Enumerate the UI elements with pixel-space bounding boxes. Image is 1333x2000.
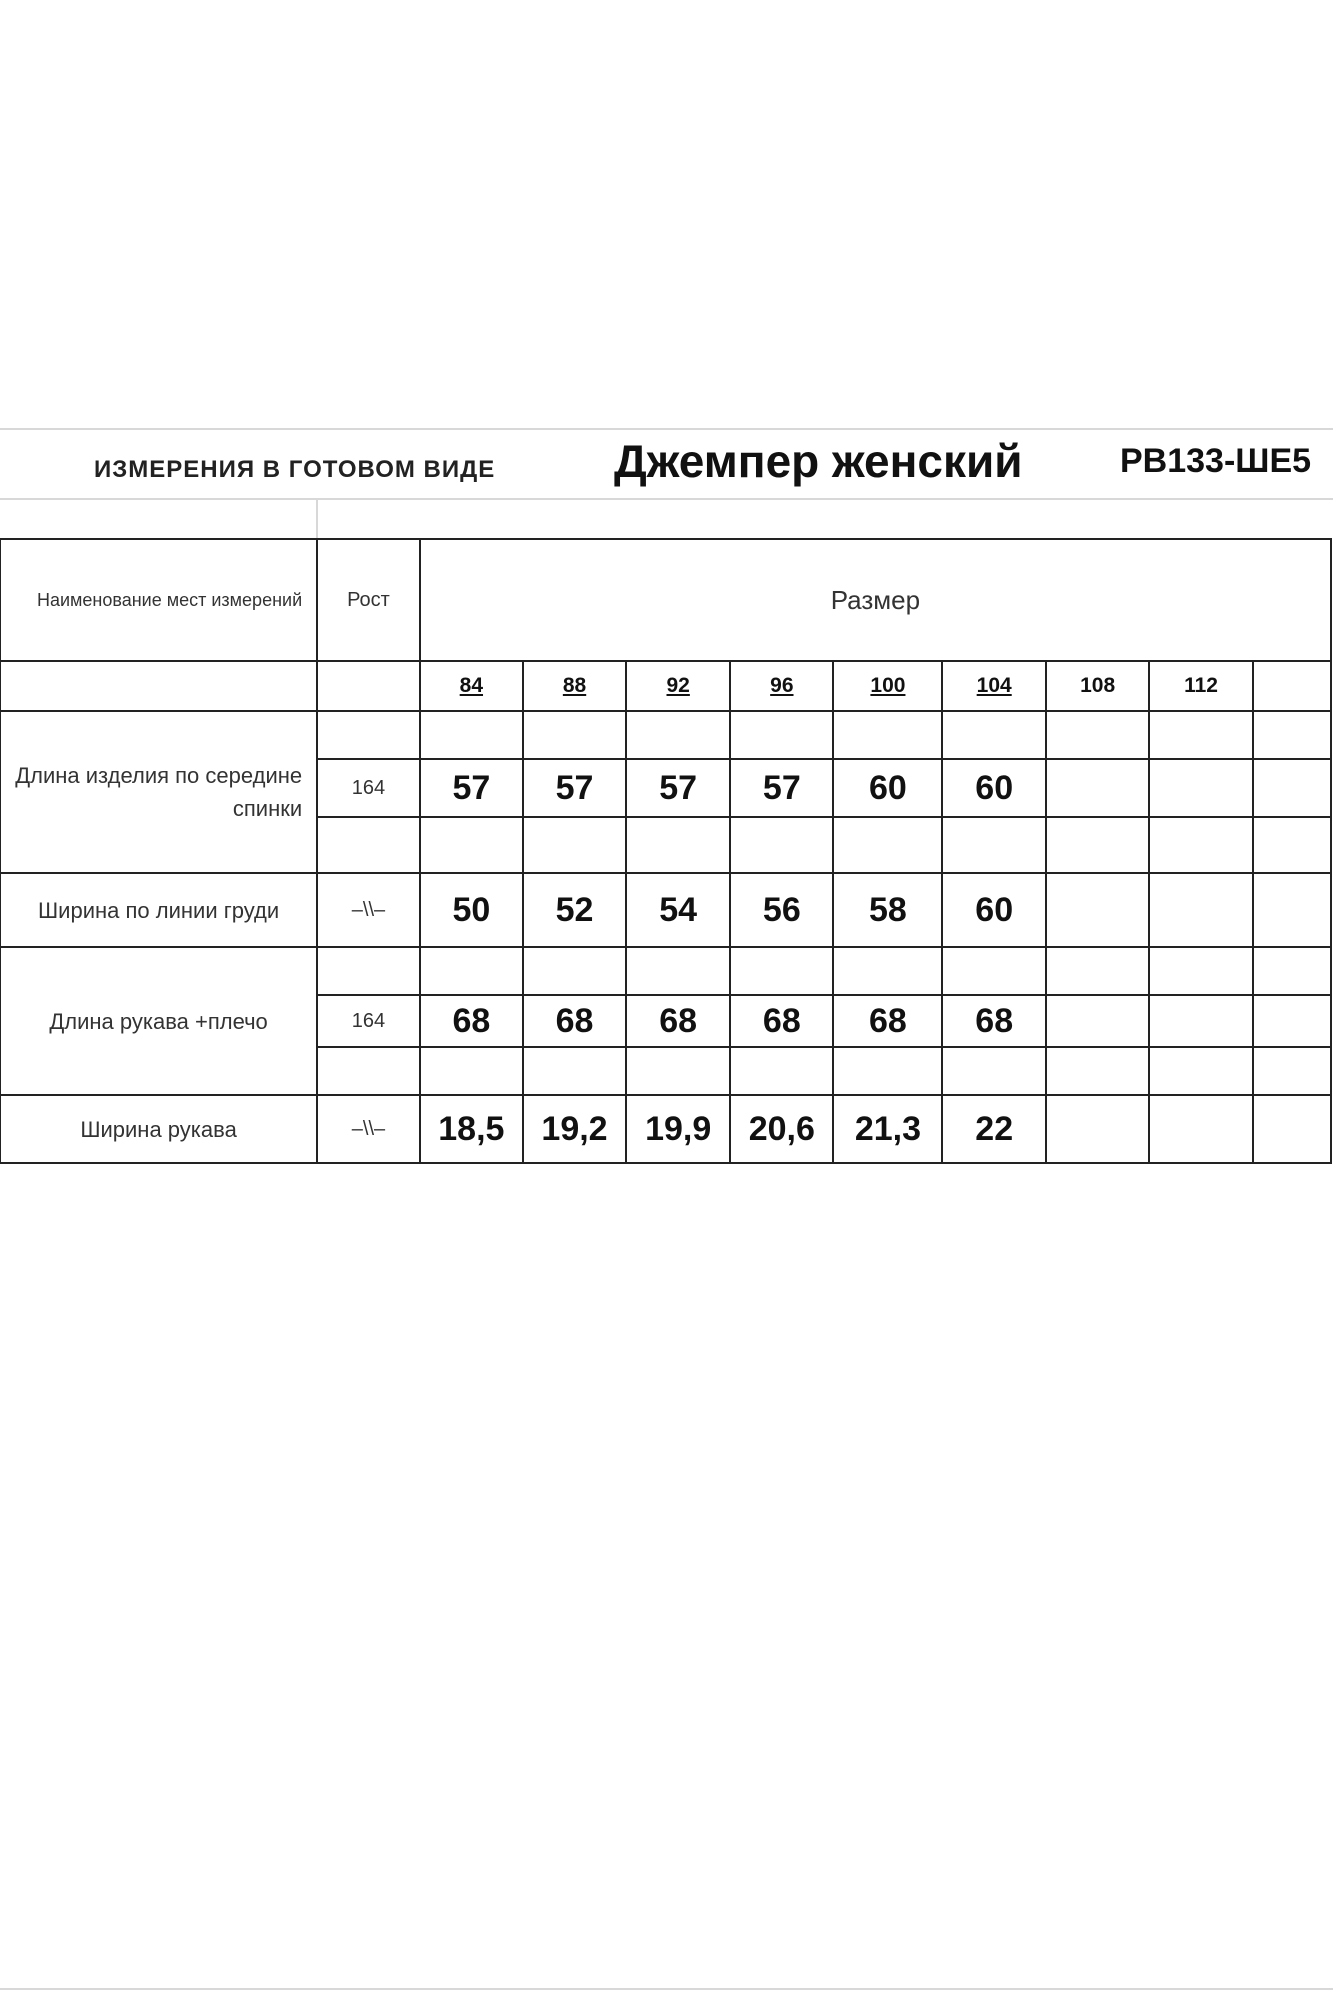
value-cell bbox=[1253, 995, 1331, 1047]
value-cell: 52 bbox=[523, 873, 626, 947]
bottom-divider bbox=[0, 1988, 1333, 1990]
spacer-cell bbox=[420, 1047, 523, 1095]
spacer-cell bbox=[942, 947, 1045, 995]
value-cell: 68 bbox=[833, 995, 942, 1047]
spacer-cell bbox=[1253, 947, 1331, 995]
value-cell: 60 bbox=[833, 759, 942, 817]
spacer-cell bbox=[1253, 711, 1331, 759]
size-table bbox=[0, 538, 1332, 1164]
value-cell: 57 bbox=[626, 759, 730, 817]
product-code: РВ133-ШЕ5 bbox=[1120, 442, 1312, 480]
spacer-cell bbox=[730, 947, 833, 995]
value-cell: 50 bbox=[420, 873, 523, 947]
size-96: 96 bbox=[730, 661, 833, 711]
col-size-header: Размер bbox=[420, 539, 1331, 661]
value-cell: 22 bbox=[942, 1095, 1045, 1163]
spacer-cell bbox=[317, 1047, 420, 1095]
spacer-cell bbox=[1149, 1047, 1252, 1095]
row-rost: –\\– bbox=[317, 873, 420, 947]
spacer-cell bbox=[420, 817, 523, 873]
value-cell: 68 bbox=[523, 995, 626, 1047]
table-row bbox=[0, 711, 1331, 759]
spacer-cell bbox=[1149, 947, 1252, 995]
value-cell: 68 bbox=[942, 995, 1045, 1047]
value-cell bbox=[1149, 759, 1252, 817]
col-name-header: Наименование мест измерений bbox=[0, 539, 317, 661]
size-112: 112 bbox=[1149, 661, 1252, 711]
spacer-cell bbox=[523, 711, 626, 759]
value-cell: 54 bbox=[626, 873, 730, 947]
value-cell: 60 bbox=[942, 759, 1045, 817]
row-rost: 164 bbox=[317, 759, 420, 817]
value-cell bbox=[1046, 1095, 1149, 1163]
size-108: 108 bbox=[1046, 661, 1149, 711]
subtitle: ИЗМЕРЕНИЯ В ГОТОВОМ ВИДЕ bbox=[94, 456, 496, 483]
value-cell bbox=[1253, 1095, 1331, 1163]
spacer-cell bbox=[833, 817, 942, 873]
value-cell bbox=[1149, 1095, 1252, 1163]
value-cell: 19,9 bbox=[626, 1095, 730, 1163]
spacer-cell bbox=[942, 711, 1045, 759]
row-name-sleeve-width: Ширина рукава bbox=[0, 1095, 317, 1163]
table-header-row bbox=[0, 539, 1331, 661]
value-cell: 68 bbox=[730, 995, 833, 1047]
spacer-cell bbox=[1046, 817, 1149, 873]
value-cell: 68 bbox=[420, 995, 523, 1047]
size-104: 104 bbox=[942, 661, 1045, 711]
value-cell: 57 bbox=[523, 759, 626, 817]
spacer-cell bbox=[523, 817, 626, 873]
size-84: 84 bbox=[420, 661, 523, 711]
spacer-cell bbox=[1149, 817, 1252, 873]
table-row bbox=[0, 947, 1331, 995]
header-divider bbox=[0, 498, 1333, 500]
size-92: 92 bbox=[626, 661, 730, 711]
spacer-cell bbox=[626, 1047, 730, 1095]
spacer-cell bbox=[1046, 1047, 1149, 1095]
row-name-length: Длина изделия по середине спинки bbox=[0, 711, 317, 873]
sizes-row-name bbox=[0, 661, 317, 711]
size-100: 100 bbox=[833, 661, 942, 711]
value-cell: 57 bbox=[420, 759, 523, 817]
spacer-cell bbox=[833, 711, 942, 759]
value-cell: 57 bbox=[730, 759, 833, 817]
value-cell: 18,5 bbox=[420, 1095, 523, 1163]
spacer-cell bbox=[833, 1047, 942, 1095]
spacer-cell bbox=[730, 817, 833, 873]
value-cell bbox=[1046, 995, 1149, 1047]
table-row bbox=[0, 873, 1331, 947]
row-name-chest: Ширина по линии груди bbox=[0, 873, 317, 947]
value-cell bbox=[1253, 873, 1331, 947]
spacer-cell bbox=[730, 1047, 833, 1095]
sizes-row bbox=[0, 661, 1331, 711]
row-rost: 164 bbox=[317, 995, 420, 1047]
value-cell: 58 bbox=[833, 873, 942, 947]
spacer-cell bbox=[420, 947, 523, 995]
row-rost: –\\– bbox=[317, 1095, 420, 1163]
spacer-cell bbox=[626, 817, 730, 873]
spacer-cell bbox=[523, 947, 626, 995]
spacer-cell bbox=[1046, 947, 1149, 995]
value-cell: 19,2 bbox=[523, 1095, 626, 1163]
spacer-cell bbox=[833, 947, 942, 995]
value-cell: 60 bbox=[942, 873, 1045, 947]
row-name-sleeve-length: Длина рукава +плечо bbox=[0, 947, 317, 1095]
table-row bbox=[0, 1095, 1331, 1163]
spacer-cell bbox=[942, 817, 1045, 873]
size-88: 88 bbox=[523, 661, 626, 711]
spacer-cell bbox=[317, 817, 420, 873]
value-cell: 20,6 bbox=[730, 1095, 833, 1163]
spacer-cell bbox=[1046, 711, 1149, 759]
value-cell: 68 bbox=[626, 995, 730, 1047]
spacer-cell bbox=[420, 711, 523, 759]
spacer-cell bbox=[1149, 711, 1252, 759]
spacer-cell bbox=[942, 1047, 1045, 1095]
product-title: Джемпер женский bbox=[614, 435, 1023, 487]
spacer-cell bbox=[730, 711, 833, 759]
spacer-cell bbox=[626, 711, 730, 759]
col-rost-header: Рост bbox=[317, 539, 420, 661]
sizes-row-rost bbox=[317, 661, 420, 711]
spacer-cell bbox=[317, 947, 420, 995]
header-column-divider bbox=[316, 498, 318, 538]
spacer-cell bbox=[1253, 817, 1331, 873]
size-extra bbox=[1253, 661, 1331, 711]
value-cell bbox=[1046, 873, 1149, 947]
spacer-cell bbox=[626, 947, 730, 995]
value-cell: 56 bbox=[730, 873, 833, 947]
spacer-cell bbox=[523, 1047, 626, 1095]
spacer-cell bbox=[317, 711, 420, 759]
value-cell bbox=[1046, 759, 1149, 817]
spacer-cell bbox=[1253, 1047, 1331, 1095]
value-cell: 21,3 bbox=[833, 1095, 942, 1163]
document-header bbox=[0, 428, 1333, 498]
value-cell bbox=[1149, 873, 1252, 947]
value-cell bbox=[1253, 759, 1331, 817]
value-cell bbox=[1149, 995, 1252, 1047]
